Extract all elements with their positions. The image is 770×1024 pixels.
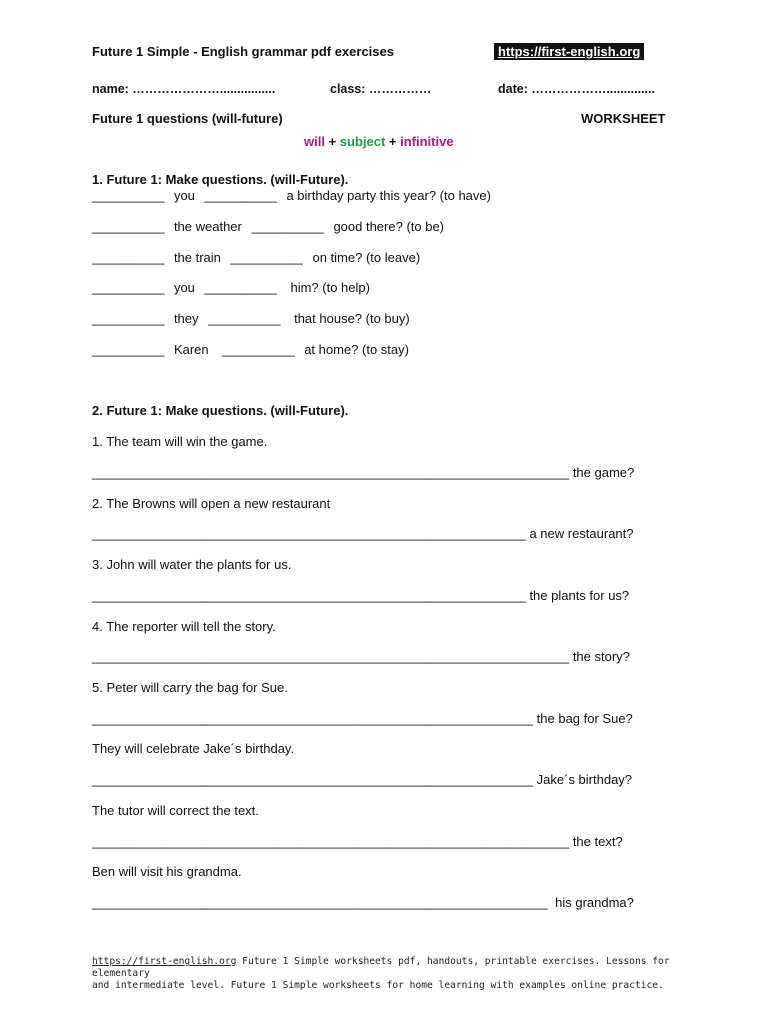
answer-blank[interactable]: _______________________________________________________________ [92,895,548,910]
answer-blank[interactable]: __________ [92,280,165,295]
site-link[interactable]: https://first-english.org [494,43,644,60]
row-rest: a birthday party this year? (to have) [286,188,491,203]
footer [92,956,692,992]
answer-blank[interactable]: __________ [204,280,277,295]
exercise2-answer-line [92,649,630,664]
row-rest: good there? (to be) [333,219,445,234]
answer-ending: the game? [572,465,635,480]
answer-ending: the story? [572,649,630,664]
answer-blank[interactable]: __________ [222,342,295,357]
footer-line [92,956,692,980]
exercise2-sentence: 4. The reporter will tell the story. [92,619,276,634]
formula-plus: + [385,134,401,149]
exercise2-answer-line [92,772,632,787]
section-title: Future 1 questions (will-future) [92,111,283,126]
formula-will: will [304,134,325,149]
exercise2-sentence: 3. John will water the plants for us. [92,557,292,572]
row-subject: you [173,280,195,295]
answer-blank[interactable]: __________ [92,311,165,326]
answer-blank[interactable]: __________________________________________________________________ [92,649,570,664]
exercise1-row [92,342,409,357]
exercise2-heading: 2. Future 1: Make questions. (will-Future). [92,403,349,418]
answer-blank[interactable]: _____________________________________________________________ [92,711,534,726]
formula-subject: subject [339,134,386,149]
row-rest: him? (to help) [290,280,370,295]
answer-blank[interactable]: __________ [208,311,281,326]
answer-blank[interactable]: ____________________________________________________________ [92,588,526,603]
exercise1-row [92,311,410,326]
exercise2-sentence: Ben will visit his grandma. [92,864,242,879]
row-subject: you [173,188,195,203]
site-link-box [494,43,644,61]
exercise1-row [92,188,491,203]
row-subject: they [173,311,199,326]
exercise1-row [92,280,370,295]
answer-blank[interactable]: __________ [92,342,165,357]
answer-blank[interactable]: __________ [204,188,277,203]
answer-ending: the bag for Sue? [536,711,633,726]
answer-blank[interactable]: __________ [92,250,165,265]
answer-ending: the plants for us? [529,588,630,603]
answer-blank[interactable]: __________________________________________________________________ [92,834,570,849]
answer-blank[interactable]: __________________________________________________________________ [92,465,570,480]
exercise1-heading: 1. Future 1: Make questions. (will-Future). [92,172,349,187]
exercise2-answer-line [92,526,634,541]
answer-blank[interactable]: __________ [230,250,303,265]
row-rest: at home? (to stay) [304,342,409,357]
exercise1-row [92,250,420,265]
date-field: date: ……………….............. [498,82,655,96]
document-title: Future 1 Simple - English grammar pdf exercises [92,44,394,59]
answer-blank[interactable]: __________ [92,188,165,203]
exercise2-answer-line [92,465,634,480]
answer-ending: a new restaurant? [529,526,634,541]
answer-ending: his grandma? [555,895,634,910]
exercise1-row [92,219,444,234]
class-field: class: …………… [330,82,432,96]
answer-blank[interactable]: __________ [251,219,324,234]
footer-text: Future 1 Simple worksheets pdf, handouts, printable exercises. Lessons for elementary [92,956,670,979]
exercise2-answer-line [92,834,623,849]
answer-blank[interactable]: ____________________________________________________________ [92,526,526,541]
footer-line: and intermediate level. Future 1 Simple worksheets for home learning with examples online practice. [92,980,664,991]
row-subject: Karen [173,342,209,357]
formula [304,134,454,149]
answer-ending: Jake´s birthday? [536,772,633,787]
name-field: name: …………………................ [92,82,276,96]
row-rest: that house? (to buy) [294,311,410,326]
exercise2-answer-line [92,588,629,603]
answer-blank[interactable]: __________ [92,219,165,234]
footer-link[interactable]: https://first-english.org [92,956,237,967]
row-rest: on time? (to leave) [312,250,421,265]
exercise2-sentence: 1. The team will win the game. [92,434,268,449]
answer-blank[interactable]: _____________________________________________________________ [92,772,534,787]
exercise2-answer-line [92,711,633,726]
exercise2-sentence: 2. The Browns will open a new restaurant [92,496,331,511]
worksheet-label: WORKSHEET [581,111,666,126]
exercise2-sentence: They will celebrate Jake´s birthday. [92,741,295,756]
row-subject: the weather [173,219,242,234]
answer-ending: the text? [572,834,623,849]
exercise2-sentence: 5. Peter will carry the bag for Sue. [92,680,288,695]
exercise2-sentence: The tutor will correct the text. [92,803,259,818]
row-subject: the train [173,250,221,265]
formula-plus: + [324,134,340,149]
exercise2-answer-line [92,895,634,910]
formula-infinitive: infinitive [400,134,454,149]
